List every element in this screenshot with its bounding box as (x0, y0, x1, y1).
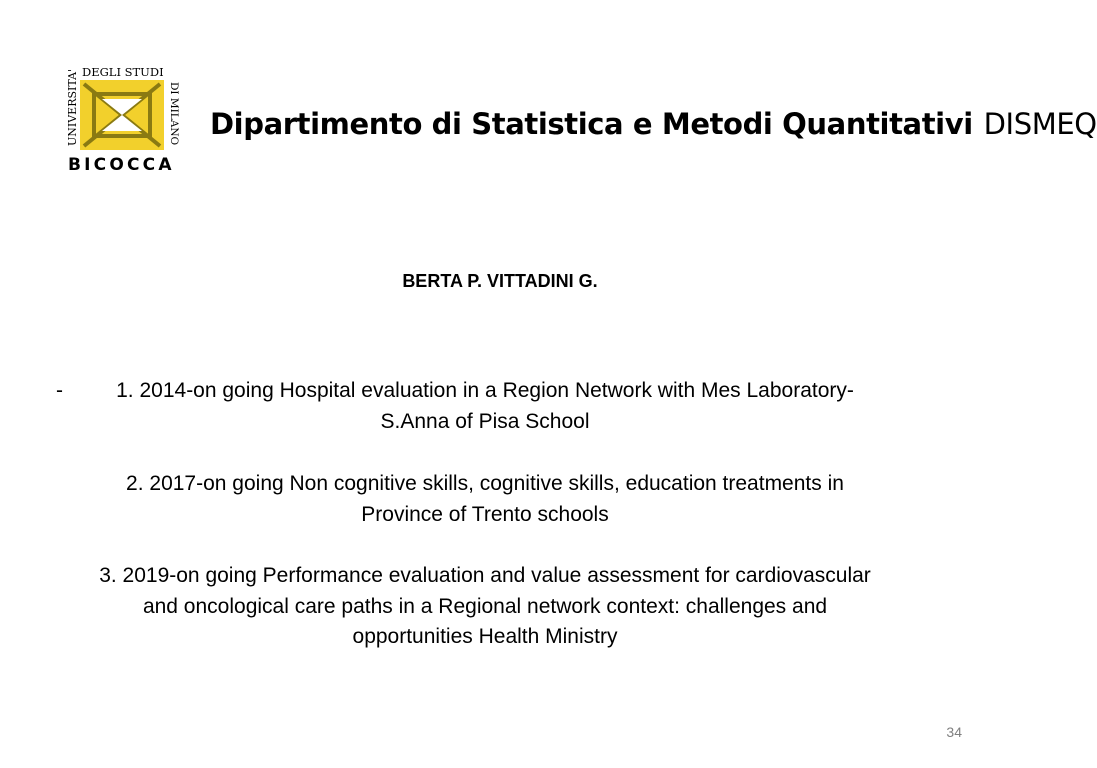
project-2-line-2: Province of Trento schools (361, 502, 609, 526)
logo-left-text: UNIVERSITA' (66, 68, 79, 146)
project-3-line-3: opportunities Health Ministry (352, 625, 618, 648)
page-number: 34 (946, 724, 962, 740)
department-acronym: DISMEQ (983, 107, 1097, 141)
university-logo (62, 64, 184, 174)
department-title (210, 104, 1097, 144)
project-item-3 (40, 561, 930, 653)
project-2-line-1: 2. 2017-on going Non cognitive skills, cognitive skills, education treatments in (126, 472, 844, 495)
project-3-line-1: 3. 2019-on going Performance evaluation and value assessment for cardiovascular (99, 564, 871, 587)
logo-emblem (80, 80, 164, 150)
department-name: Dipartimento di Statistica e Metodi Quantitativi (210, 107, 973, 141)
project-1-line-1: 1. 2014-on going Hospital evaluation in a Region Network with Mes Laboratory- (116, 379, 854, 402)
logo-bottom-text: BICOCCA (68, 155, 175, 175)
project-3-line-2: and oncological care paths in a Regional network context: challenges and (142, 594, 828, 618)
project-1-line-2: S.Anna of Pisa School (380, 409, 590, 433)
project-item-1 (40, 376, 930, 437)
logo-top-text: DEGLI STUDI (82, 65, 164, 79)
list-dash: - (56, 379, 63, 402)
authors-heading: BERTA P. VITTADINI G. (402, 271, 598, 291)
logo-right-text: DI MILANO (168, 82, 180, 146)
project-item-2 (40, 469, 930, 530)
